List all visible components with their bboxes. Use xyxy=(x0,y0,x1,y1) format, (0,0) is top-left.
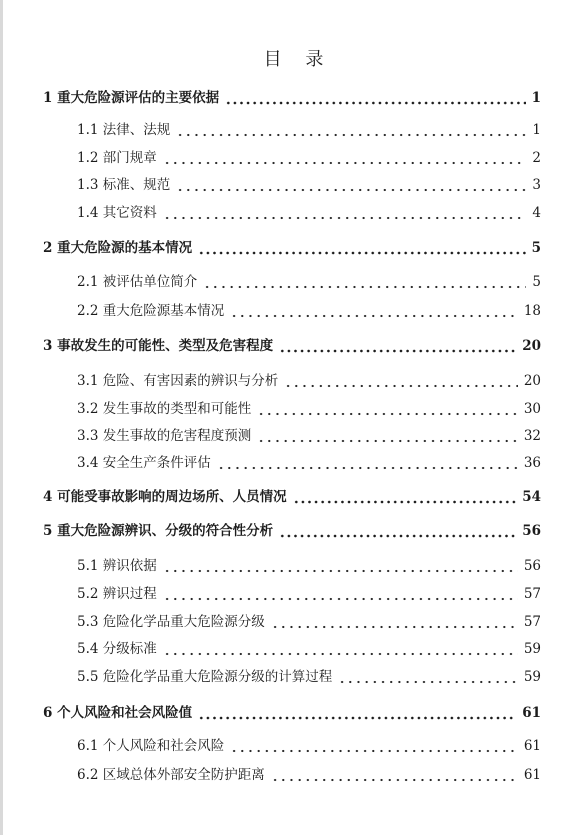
dot-leader xyxy=(279,336,516,356)
toc-page-number: 3 xyxy=(532,177,541,193)
toc-entry-label: 1.1 法律、法规 xyxy=(77,122,171,138)
toc-section-3 xyxy=(43,336,541,356)
toc-page-number: 4 xyxy=(532,205,541,221)
toc-entry-label: 5.3 危险化学品重大危险源分级 xyxy=(77,614,265,630)
toc-page-number: 56 xyxy=(523,558,541,574)
dot-leader xyxy=(203,272,526,292)
toc-page-number: 2 xyxy=(532,150,541,166)
dot-leader xyxy=(217,453,518,473)
toc-page-number: 59 xyxy=(523,669,541,685)
toc-page-number: 5 xyxy=(531,240,541,256)
toc-section-5 xyxy=(43,521,541,541)
toc-page-number: 56 xyxy=(522,523,541,539)
toc-entry-1-2 xyxy=(77,148,541,168)
toc-title: 目 录 xyxy=(263,49,325,70)
toc-section-4 xyxy=(43,487,541,507)
toc-entry-label: 5.2 辨识过程 xyxy=(77,586,157,602)
dot-leader xyxy=(279,521,516,541)
toc-entry-2-2 xyxy=(77,301,541,321)
toc-entry-label: 3.3 发生事故的危害程度预测 xyxy=(77,428,252,444)
toc-entry-3-2 xyxy=(77,399,541,419)
toc-page-number: 57 xyxy=(523,586,541,602)
toc-entry-3-3 xyxy=(77,426,541,446)
toc-page-number: 1 xyxy=(531,90,541,106)
toc-entry-label: 5.1 辨识依据 xyxy=(77,558,157,574)
dot-leader xyxy=(257,399,518,419)
toc-entry-label: 6.1 个人风险和社会风险 xyxy=(77,738,225,754)
dot-leader xyxy=(163,556,518,576)
dot-leader xyxy=(230,736,518,756)
toc-entry-5-1 xyxy=(77,556,541,576)
toc-entry-5-4 xyxy=(77,639,541,659)
toc-section-1 xyxy=(43,88,541,108)
toc-page-number: 61 xyxy=(523,767,541,783)
toc-entry-label: 1.3 标准、规范 xyxy=(77,177,171,193)
toc-page-number: 1 xyxy=(532,122,541,138)
dot-leader xyxy=(176,120,526,140)
toc-entry-1-3 xyxy=(77,175,541,195)
toc-entry-label: 3.2 发生事故的类型和可能性 xyxy=(77,401,252,417)
toc-entry-1-1 xyxy=(77,120,541,140)
dot-leader xyxy=(163,584,518,604)
toc-section-label: 3 事故发生的可能性、类型及危害程度 xyxy=(43,338,274,354)
toc-entry-5-5 xyxy=(77,667,541,687)
toc-entry-label: 1.2 部门规章 xyxy=(77,150,157,166)
toc-entry-6-2 xyxy=(77,765,541,785)
toc-page-number: 20 xyxy=(522,338,541,354)
dot-leader xyxy=(271,765,518,785)
dot-leader xyxy=(271,612,518,632)
dot-leader xyxy=(163,203,527,223)
dot-leader xyxy=(338,667,518,687)
toc-page-number: 18 xyxy=(523,303,541,319)
toc-entry-label: 5.4 分级标准 xyxy=(77,641,157,657)
toc-entry-3-1 xyxy=(77,371,541,391)
toc-page-number: 59 xyxy=(523,641,541,657)
toc-entry-label: 3.4 安全生产条件评估 xyxy=(77,455,211,471)
toc-entry-5-3 xyxy=(77,612,541,632)
dot-leader xyxy=(225,88,526,108)
dot-leader xyxy=(198,238,526,258)
dot-leader xyxy=(198,703,516,723)
dot-leader xyxy=(176,175,526,195)
toc-entry-label: 2.2 重大危险源基本情况 xyxy=(77,303,225,319)
toc-page-number: 5 xyxy=(532,274,541,290)
toc-entry-label: 1.4 其它资料 xyxy=(77,205,157,221)
dot-leader xyxy=(284,371,518,391)
toc-section-2 xyxy=(43,238,541,258)
toc-page-number: 57 xyxy=(523,614,541,630)
toc-section-label: 2 重大危险源的基本情况 xyxy=(43,240,193,256)
toc-page-number: 30 xyxy=(523,401,541,417)
dot-leader xyxy=(257,426,518,446)
toc-section-label: 4 可能受事故影响的周边场所、人员情况 xyxy=(43,489,287,505)
dot-leader xyxy=(293,487,517,507)
toc-entry-2-1 xyxy=(77,272,541,292)
toc-entry-label: 3.1 危险、有害因素的辨识与分析 xyxy=(77,373,279,389)
toc-page-number: 61 xyxy=(523,738,541,754)
toc-entry-6-1 xyxy=(77,736,541,756)
toc-page-number: 36 xyxy=(523,455,541,471)
dot-leader xyxy=(230,301,518,321)
toc-entry-1-4 xyxy=(77,203,541,223)
toc-entry-label: 5.5 危险化学品重大危险源分级的计算过程 xyxy=(77,669,333,685)
toc-section-6 xyxy=(43,703,541,723)
toc-entry-3-4 xyxy=(77,453,541,473)
toc-section-label: 1 重大危险源评估的主要依据 xyxy=(43,90,220,106)
toc-page-number: 54 xyxy=(522,489,541,505)
toc-entry-5-2 xyxy=(77,584,541,604)
toc-section-label: 6 个人风险和社会风险值 xyxy=(43,705,193,721)
toc-section-label: 5 重大危险源辨识、分级的符合性分析 xyxy=(43,523,274,539)
toc-page-number: 20 xyxy=(523,373,541,389)
toc-entry-label: 2.1 被评估单位简介 xyxy=(77,274,198,290)
toc-entry-label: 6.2 区域总体外部安全防护距离 xyxy=(77,767,265,783)
dot-leader xyxy=(163,148,527,168)
page-edge-shadow xyxy=(0,0,3,835)
toc-page-number: 61 xyxy=(522,705,541,721)
dot-leader xyxy=(163,639,518,659)
toc-page-number: 32 xyxy=(523,428,541,444)
